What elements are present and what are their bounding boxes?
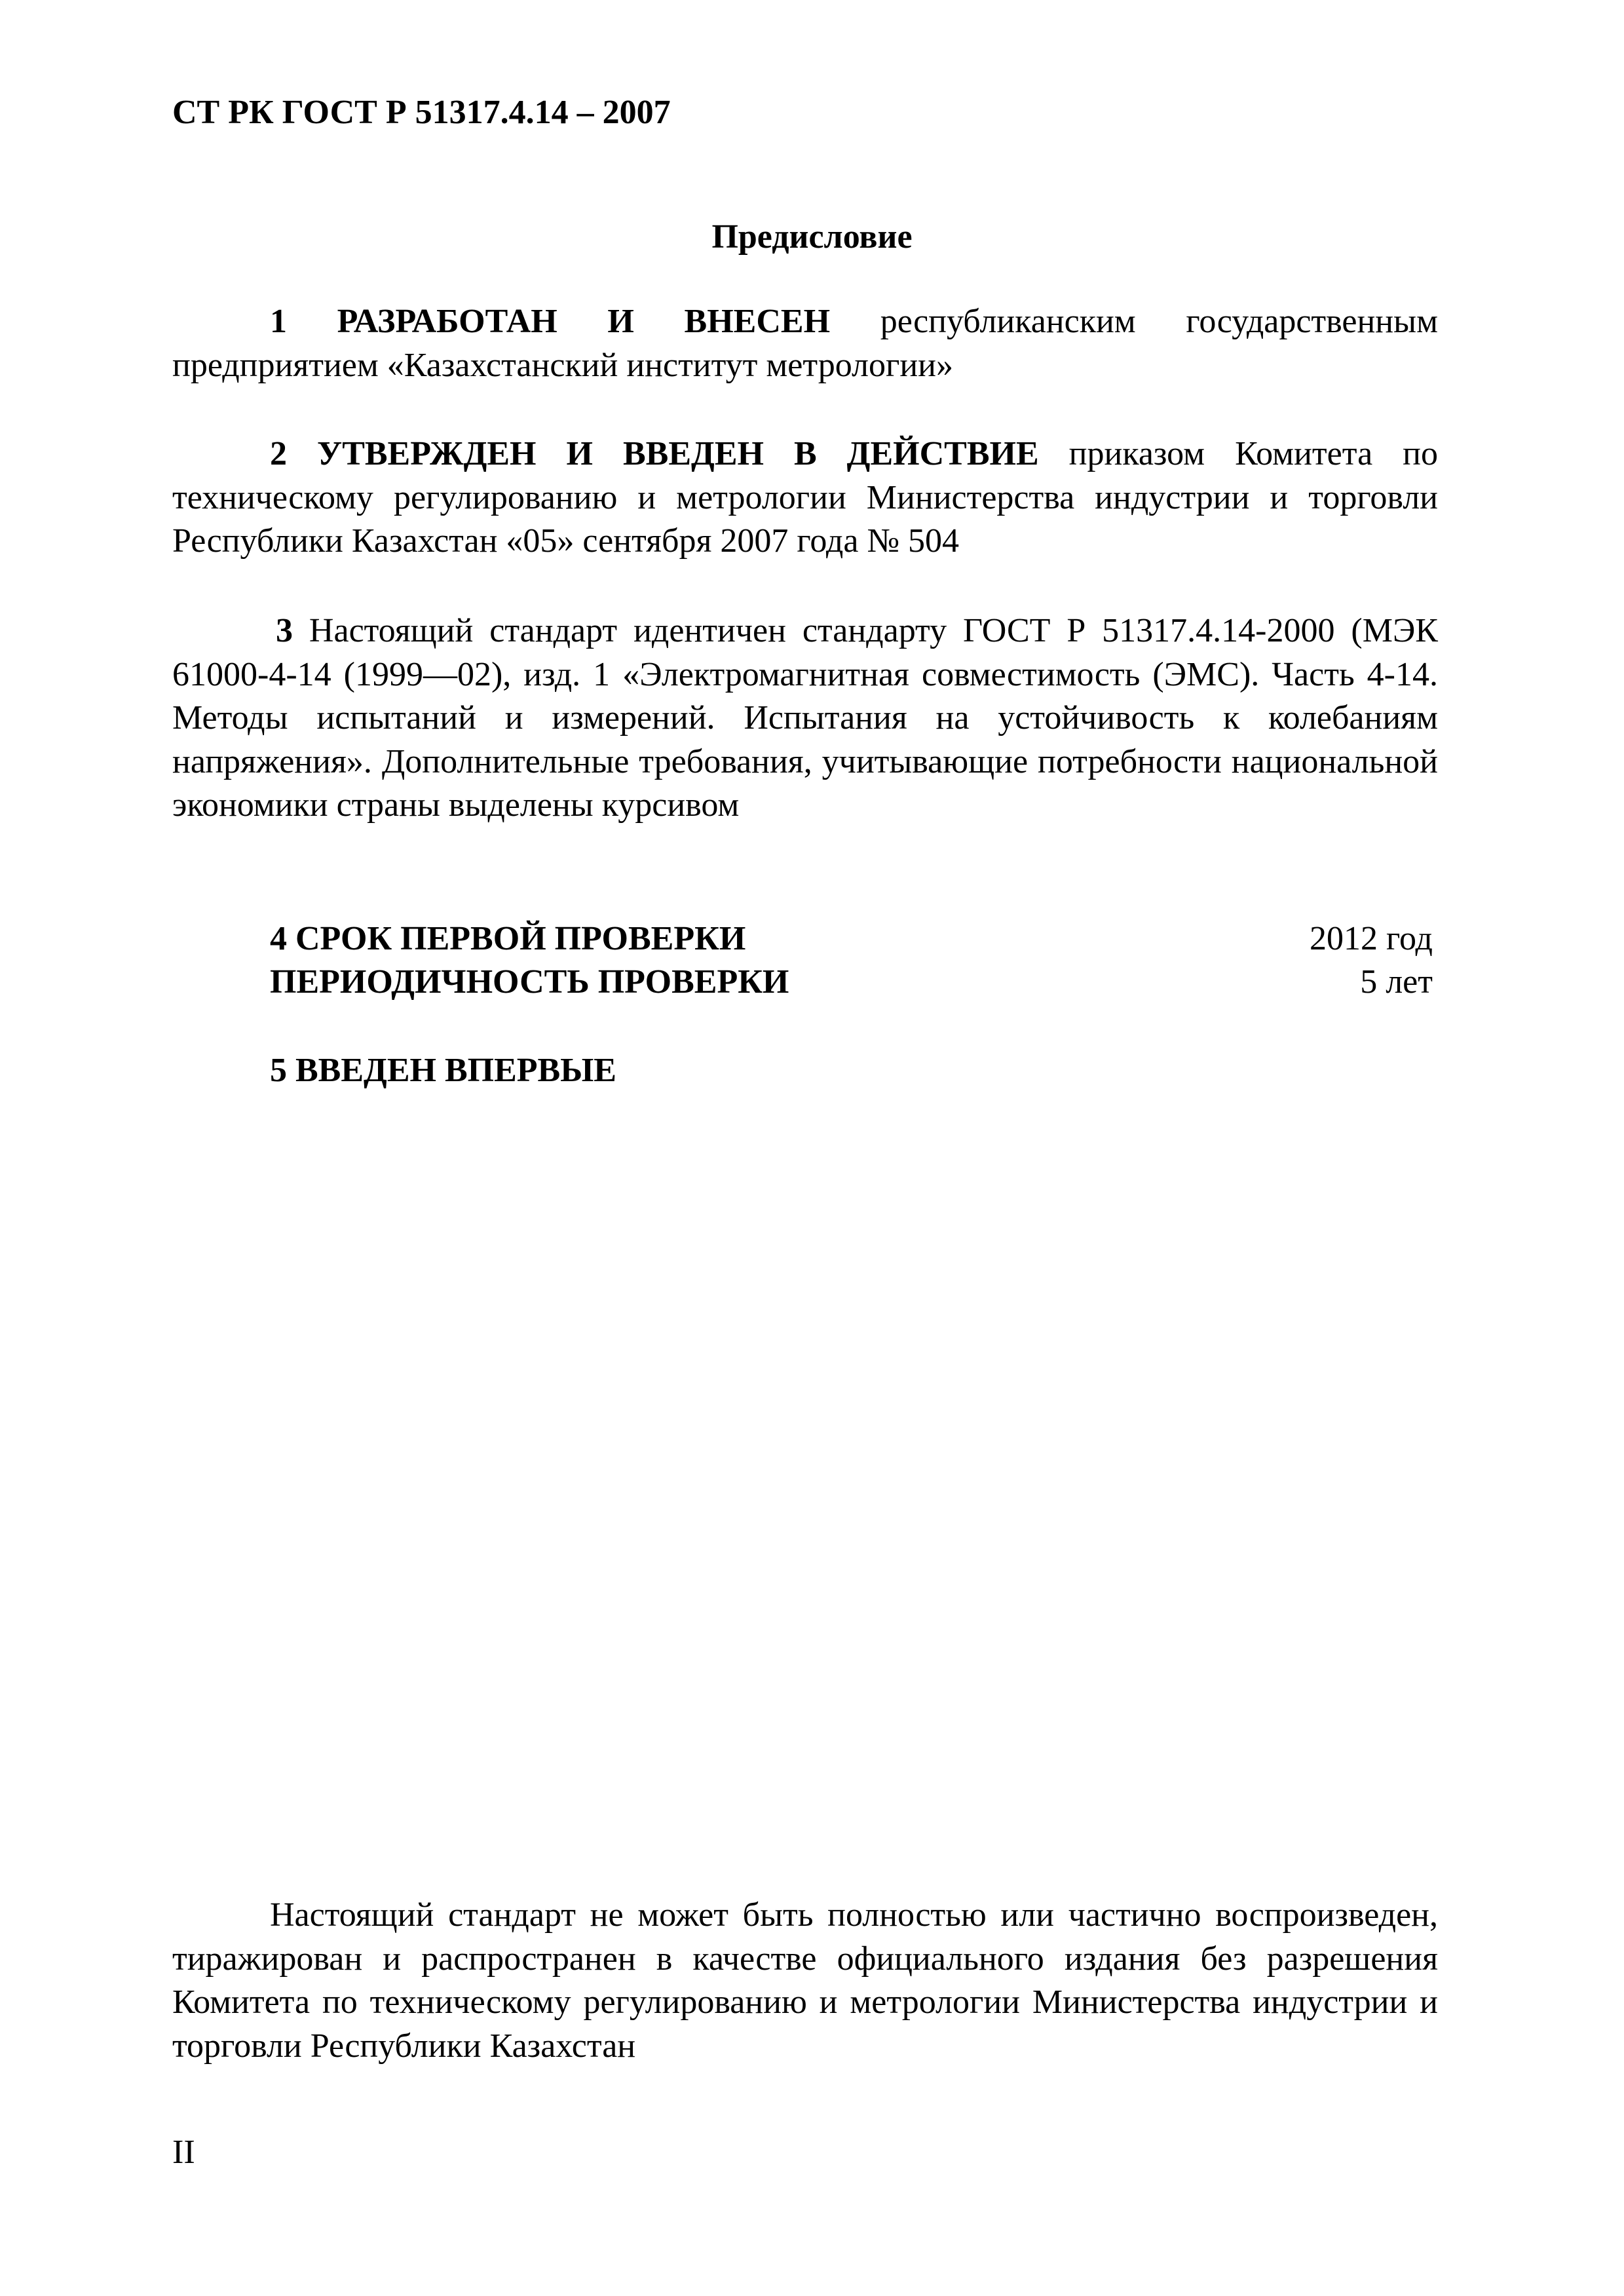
foreword-item-1-text: республиканским государственным предприятием «Казахстанский институт метрологии»	[172, 303, 1438, 384]
page-number: II	[172, 2133, 195, 2171]
foreword-item-1	[172, 300, 1438, 387]
foreword-item-2-text: приказом Комитета по техническому регулированию и метрологии Министерства индустрии и торговли Республики Казахстан «05» сентября 2007 года № 504	[172, 435, 1439, 560]
review-first-row	[270, 917, 1438, 961]
review-first-value: 2012 год	[1310, 920, 1433, 957]
review-block	[270, 917, 1438, 1004]
review-period-row	[270, 961, 1438, 1004]
foreword-item-2	[172, 432, 1438, 564]
page-title: Предисловие	[711, 218, 913, 256]
foreword-item-3-text: Настоящий стандарт идентичен стандарту ГОСТ Р 51317.4.14-2000 (МЭК 61000-4-14 (1999—02), изд. 1 «Электромагнитная совместимость (ЭМС). Часть 4-14. Методы испытаний и измерений. Испытания на устойчивость к колебаниям напряжения». Дополнительные требования, учитывающие потребности национальной экономики страны выделены курсивом	[172, 612, 1438, 824]
foreword-item-3	[172, 609, 1438, 828]
foreword-item-3-lead: 3	[276, 612, 293, 649]
review-period-label: ПЕРИОДИЧНОСТЬ ПРОВЕРКИ	[270, 963, 789, 1001]
review-first-label: 4 СРОК ПЕРВОЙ ПРОВЕРКИ	[270, 920, 746, 957]
copyright-notice: Настоящий стандарт не может быть полностью или частично воспроизведен, тиражирован и распространен в качестве официального издания без разрешения Комитета по техническому регулированию и метрологии Министерства индустрии и торговли Республики Казахстан	[172, 1896, 1438, 2065]
document-header: СТ РК ГОСТ Р 51317.4.14 – 2007	[172, 94, 671, 131]
review-period-value: 5 лет	[1360, 963, 1433, 1001]
foreword-item-5: 5 ВВЕДЕН ВПЕРВЫЕ	[270, 1052, 616, 1089]
foreword-item-2-lead: 2 УТВЕРЖДЕН И ВВЕДЕН В ДЕЙСТВИЕ	[270, 435, 1039, 472]
foreword-item-1-lead: 1 РАЗРАБОТАН И ВНЕСЕН	[270, 303, 831, 340]
